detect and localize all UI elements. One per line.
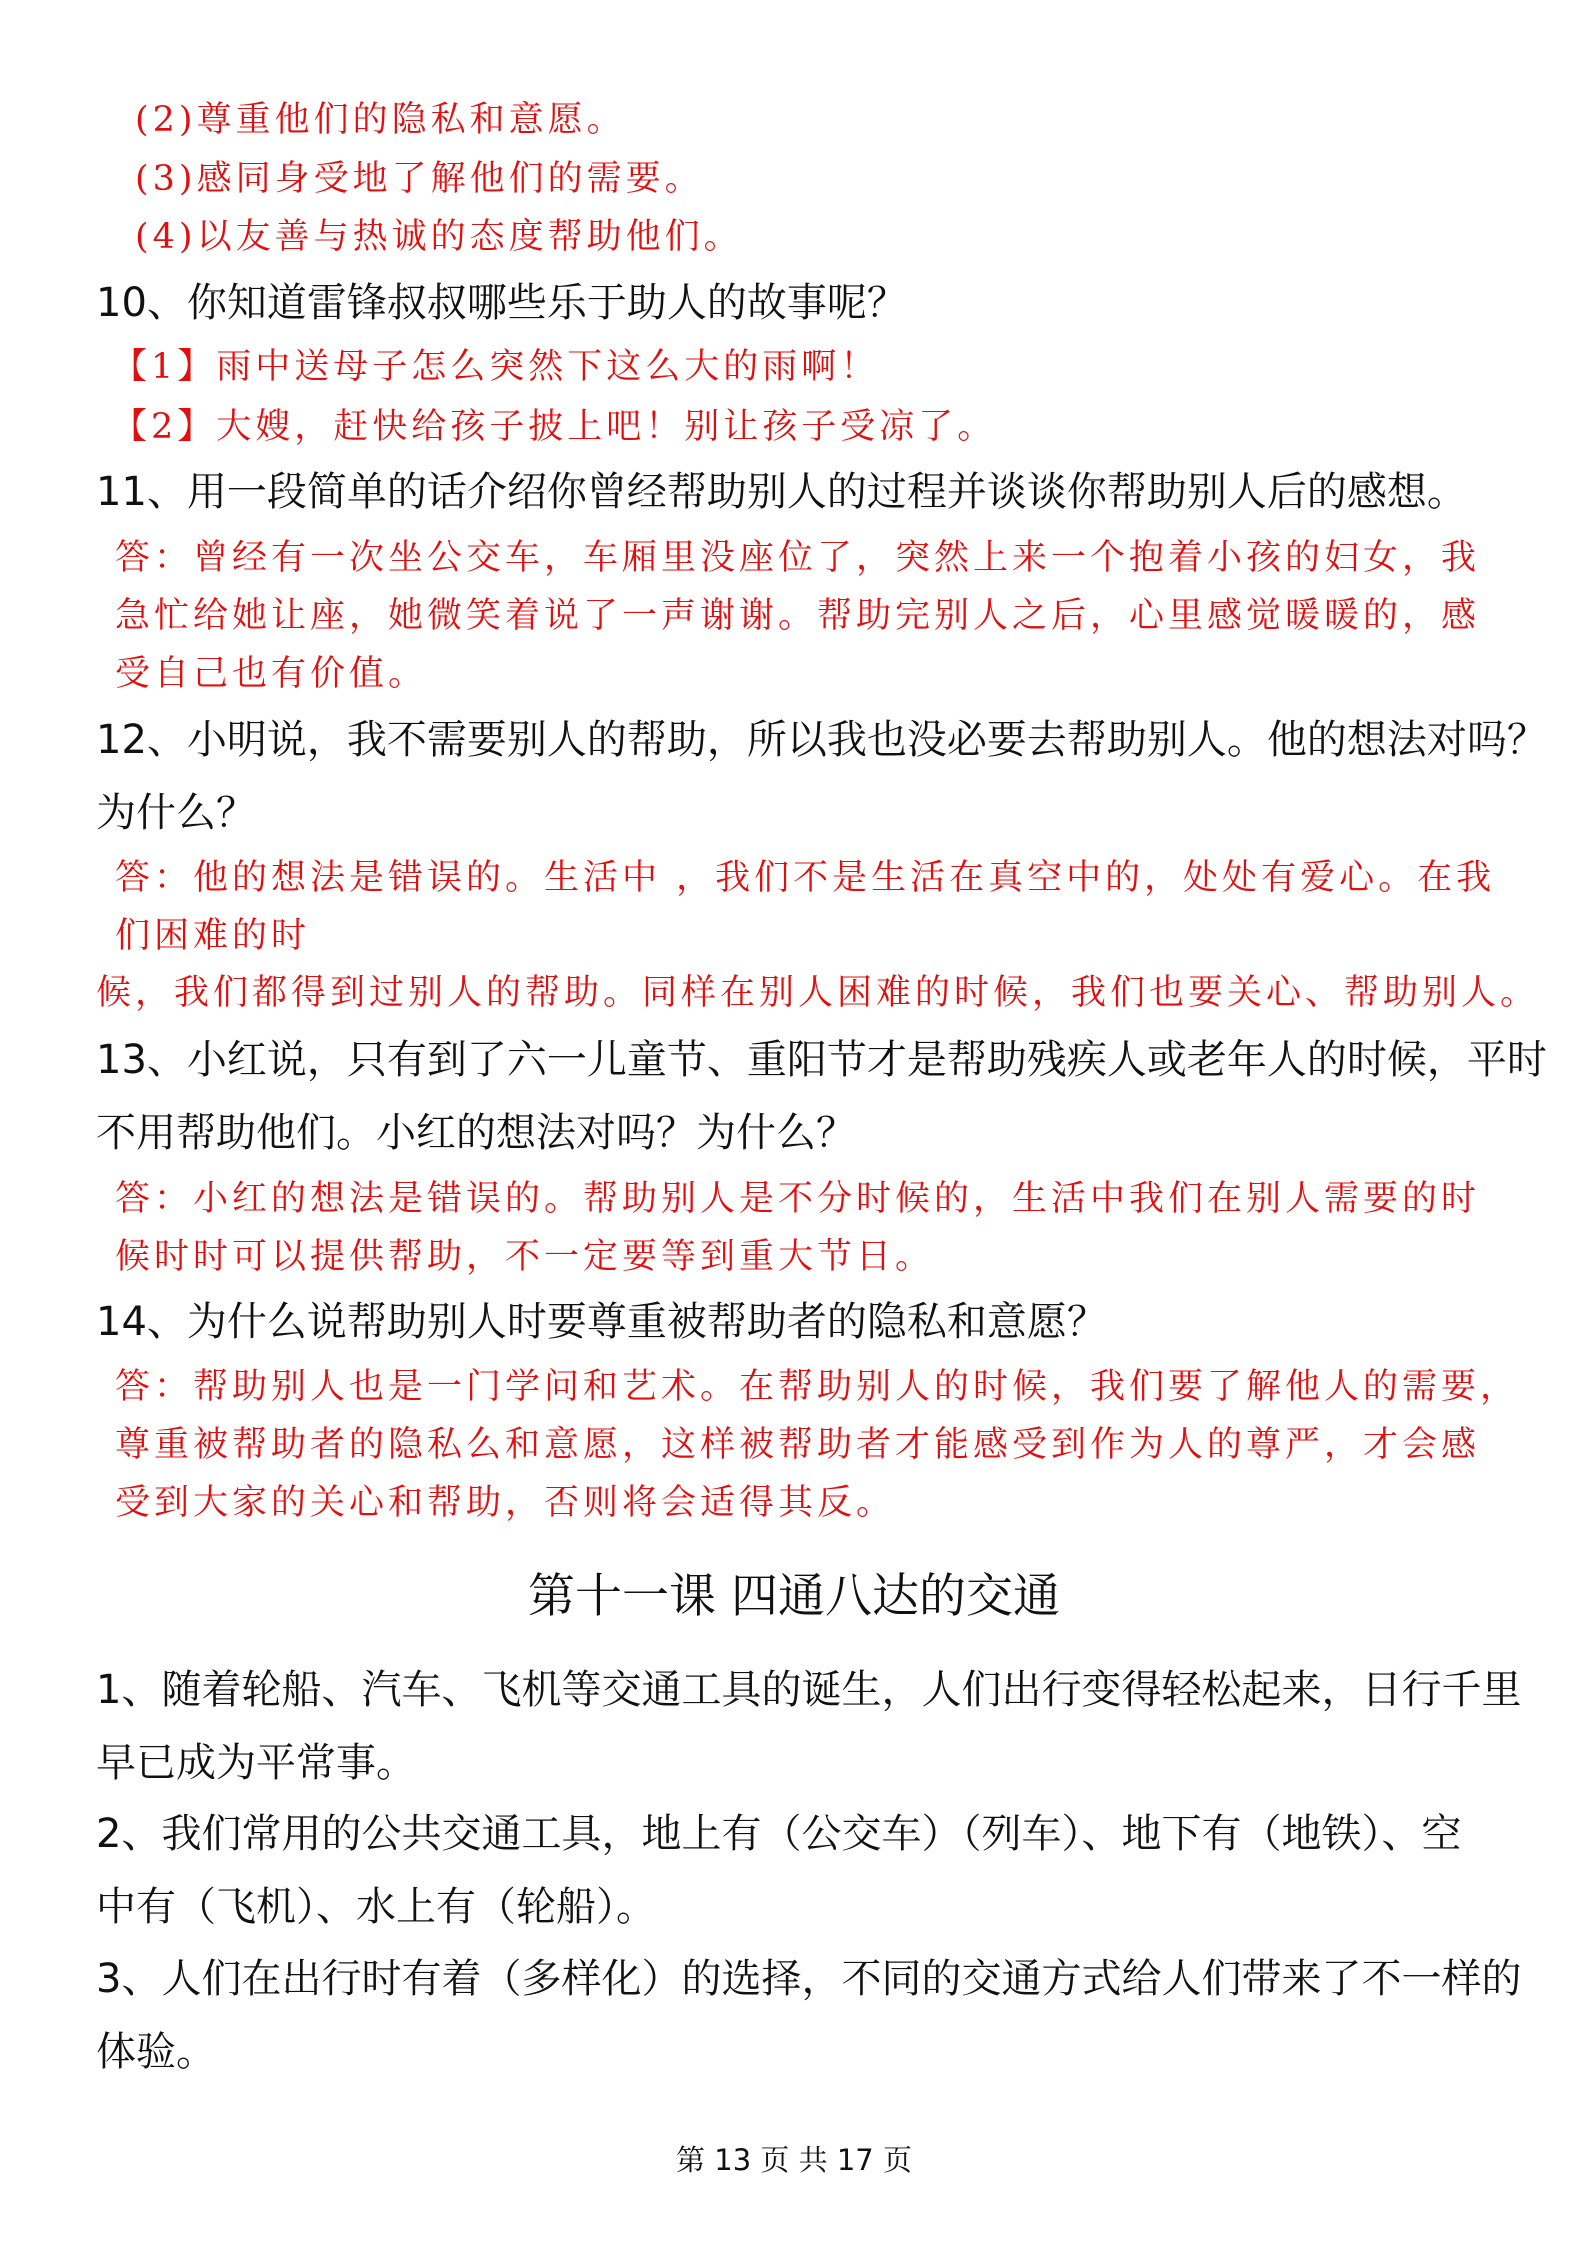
question-12: 12、小明说，我不需要别人的帮助，所以我也没必要去帮助别人。他的想法对吗？ bbox=[96, 717, 1547, 763]
question-13: 13、小红说，只有到了六一儿童节、重阳节才是帮助残疾人或老年人的时候，平时 bbox=[96, 1037, 1547, 1083]
point-1-cont: 早已成为平常事。 bbox=[96, 1740, 416, 1786]
answer-line: (4)以友善与热诚的态度帮助他们。 bbox=[135, 217, 743, 257]
answer-line: 答：小红的想法是错误的。帮助别人是不分时候的，生活中我们在别人需要的时 bbox=[115, 1179, 1481, 1219]
answer-line: 受到大家的关心和帮助，否则将会适得其反。 bbox=[115, 1483, 896, 1523]
point-1: 1、随着轮船、汽车、飞机等交通工具的诞生，人们出行变得轻松起来，日行千里 bbox=[96, 1667, 1522, 1713]
lesson-title: 第十一课 四通八达的交通 bbox=[528, 1569, 1060, 1624]
question-12-cont: 为什么？ bbox=[96, 790, 256, 836]
answer-line: 答：帮助别人也是一门学问和艺术。在帮助别人的时候，我们要了解他人的需要， bbox=[115, 1367, 1520, 1407]
answer-line: 答：曾经有一次坐公交车，车厢里没座位了，突然上来一个抱着小孩的妇女，我 bbox=[115, 538, 1481, 578]
answer-line: (3)感同身受地了解他们的需要。 bbox=[135, 159, 704, 199]
question-10: 10、你知道雷锋叔叔哪些乐于助人的故事呢？ bbox=[96, 280, 907, 326]
answer-line: 候时时可以提供帮助，不一定要等到重大节日。 bbox=[115, 1237, 935, 1277]
question-13-cont: 不用帮助他们。小红的想法对吗？为什么？ bbox=[96, 1110, 856, 1156]
answer-line: 【1】雨中送母子怎么突然下这么大的雨啊！ bbox=[112, 347, 880, 387]
answer-line: 们困难的时 bbox=[115, 916, 311, 956]
answer-line: 【2】大嫂，赶快给孩子披上吧！别让孩子受凉了。 bbox=[112, 407, 997, 447]
answer-line: (2)尊重他们的隐私和意愿。 bbox=[135, 100, 626, 140]
answer-line: 候，我们都得到过别人的帮助。同样在别人困难的时候，我们也要关心、帮助别人。 bbox=[96, 973, 1540, 1013]
question-14: 14、为什么说帮助别人时要尊重被帮助者的隐私和意愿？ bbox=[96, 1299, 1107, 1345]
point-3: 3、人们在出行时有着（多样化）的选择，不同的交通方式给人们带来了不一样的 bbox=[96, 1956, 1522, 2002]
answer-line: 答：他的想法是错误的。生活中 ，我们不是生活在真空中的，处处有爱心。在我 bbox=[115, 858, 1496, 898]
answer-line: 急忙给她让座，她微笑着说了一声谢谢。帮助完别人之后，心里感觉暖暖的，感 bbox=[115, 596, 1481, 636]
answer-line: 尊重被帮助者的隐私么和意愿，这样被帮助者才能感受到作为人的尊严，才会感 bbox=[115, 1425, 1481, 1465]
point-2-cont: 中有（飞机）、水上有（轮船）。 bbox=[96, 1884, 656, 1930]
point-3-cont: 体验。 bbox=[96, 2029, 216, 2075]
answer-line: 受自己也有价值。 bbox=[115, 654, 428, 694]
question-11: 11、用一段简单的话介绍你曾经帮助别人的过程并谈谈你帮助别人后的感想。 bbox=[96, 469, 1467, 515]
point-2: 2、我们常用的公共交通工具，地上有（公交车）（列车）、地下有（地铁）、空 bbox=[96, 1811, 1462, 1857]
page-number: 第 13 页 共 17 页 bbox=[676, 2143, 912, 2177]
